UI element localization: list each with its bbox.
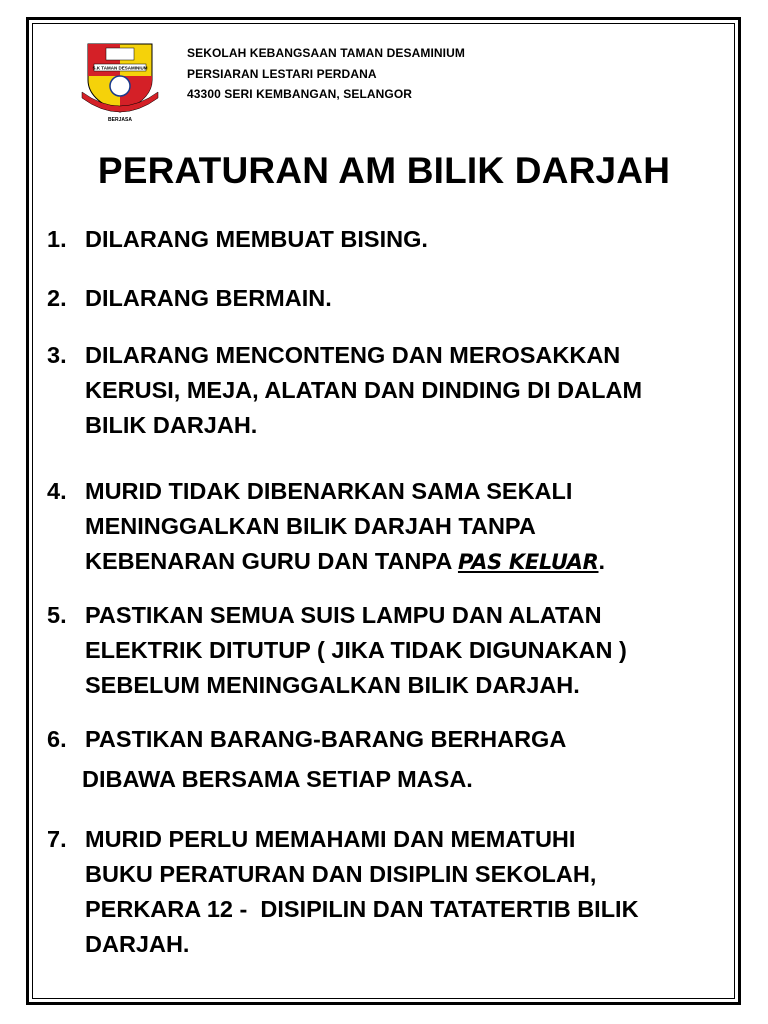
rule-text: PASTIKAN BARANG-BARANG BERHARGA bbox=[85, 726, 567, 752]
rule-text: MENINGGALKAN BILIK DARJAH TANPA bbox=[85, 513, 536, 539]
rule-item-2 bbox=[47, 281, 332, 316]
rule-text: MURID TIDAK DIBENARKAN SAMA SEKALI bbox=[85, 478, 573, 504]
school-city: 43300 SERI KEMBANGAN, SELANGOR bbox=[187, 87, 413, 101]
rule-item-5 bbox=[47, 598, 627, 703]
crest-motto-text: BERJASA bbox=[108, 117, 132, 123]
rule-number: 1. bbox=[47, 226, 67, 252]
rule-text: KEBENARAN GURU DAN TANPA bbox=[85, 548, 458, 574]
rule-text: DILARANG MEMBUAT BISING. bbox=[85, 226, 428, 252]
rule-number: 4. bbox=[47, 478, 67, 504]
rule-text: KERUSI, MEJA, ALATAN DAN DINDING DI DALAM bbox=[85, 377, 643, 403]
rule-text: PERKARA 12 - DISIPILIN DAN TATATERTIB BILIK bbox=[85, 896, 639, 922]
crest-name-text: S.K TAMAN DESAMINIUM bbox=[92, 65, 148, 71]
rule-item-4 bbox=[47, 474, 605, 580]
rule-item-3 bbox=[47, 338, 642, 443]
crest-icon bbox=[80, 36, 160, 126]
rule-item-7 bbox=[47, 822, 639, 962]
rule-text: BUKU PERATURAN DAN DISIPLIN SEKOLAH, bbox=[85, 861, 597, 887]
rule-item-6 bbox=[47, 722, 566, 797]
rule-text: DIBAWA BERSAMA SETIAP MASA. bbox=[82, 766, 473, 792]
rule-number: 5. bbox=[47, 602, 67, 628]
rule-number: 6. bbox=[47, 726, 67, 752]
rule-number: 3. bbox=[47, 342, 67, 368]
rule-text: SEBELUM MENINGGALKAN BILIK DARJAH. bbox=[85, 672, 580, 698]
rule-text: PASTIKAN SEMUA SUIS LAMPU DAN ALATAN bbox=[85, 602, 602, 628]
rule-text: BILIK DARJAH. bbox=[85, 412, 258, 438]
school-street: PERSIARAN LESTARI PERDANA bbox=[187, 66, 377, 81]
rule-text: DARJAH. bbox=[85, 931, 190, 957]
pas-keluar-emphasis: PAS KELUAR bbox=[457, 550, 599, 574]
rule-number: 2. bbox=[47, 285, 67, 311]
school-name: SEKOLAH KEBANGSAAN TAMAN DESAMINIUM bbox=[187, 46, 465, 60]
school-crest-logo bbox=[80, 36, 160, 126]
school-address-block bbox=[187, 43, 465, 105]
rule-text: DILARANG BERMAIN. bbox=[85, 285, 332, 311]
rule-number: 7. bbox=[47, 826, 67, 852]
rule-item-1 bbox=[47, 222, 428, 257]
page-title: PERATURAN AM BILIK DARJAH bbox=[97, 150, 671, 191]
rule-trail: . bbox=[598, 548, 606, 574]
rule-text: DILARANG MENCONTENG DAN MEROSAKKAN bbox=[85, 342, 621, 368]
rule-text: MURID PERLU MEMAHAMI DAN MEMATUHI bbox=[85, 826, 576, 852]
rule-text: ELEKTRIK DITUTUP ( JIKA TIDAK DIGUNAKAN ) bbox=[85, 637, 627, 663]
